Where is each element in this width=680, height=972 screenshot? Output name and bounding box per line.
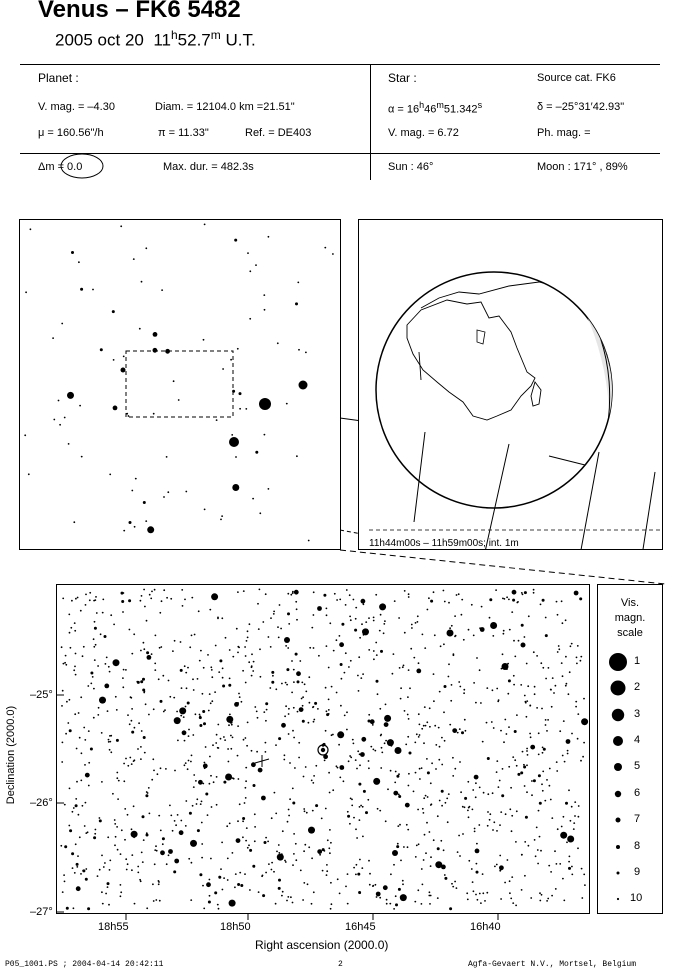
star-point xyxy=(203,339,205,341)
star-point xyxy=(153,348,158,353)
star-point xyxy=(222,368,224,370)
scale-label-5: 5 xyxy=(634,760,641,772)
star-point xyxy=(305,352,307,354)
wide-field-starmap xyxy=(20,220,340,549)
alpha-prefix: α = 16 xyxy=(388,103,420,116)
scale-label-6: 6 xyxy=(634,787,641,799)
delta-magnitude: Δm = 0.0 xyxy=(38,161,83,173)
zoom-rectangle xyxy=(126,351,233,417)
star-point xyxy=(216,419,218,421)
star-point xyxy=(120,225,122,227)
magnitude-scale-panel xyxy=(597,584,663,914)
star-point xyxy=(308,540,310,542)
scale-label-3: 3 xyxy=(634,708,641,720)
star-point xyxy=(234,239,237,242)
star-point xyxy=(185,491,187,493)
star-point xyxy=(235,456,237,458)
star-point xyxy=(268,236,270,238)
time-range-label: 11h44m00s – 11h59m00s; int. 1m xyxy=(369,538,519,549)
bright-star xyxy=(229,437,239,447)
star-point xyxy=(249,318,251,320)
event-time-hours: 11 xyxy=(153,30,171,50)
wide-field-panel xyxy=(19,219,341,550)
star-point xyxy=(100,348,103,351)
sun-elongation: Sun : 46° xyxy=(388,161,434,173)
star-point xyxy=(24,434,26,436)
star-point xyxy=(30,228,32,230)
star-point xyxy=(145,247,147,249)
alpha-m-unit: m xyxy=(436,100,444,110)
star-point xyxy=(221,515,223,517)
star-point xyxy=(126,413,128,415)
star-point xyxy=(73,521,75,523)
scale-label-7: 7 xyxy=(634,813,641,825)
star-point xyxy=(286,403,288,405)
star-point xyxy=(139,328,141,330)
star-point xyxy=(123,530,125,532)
event-date: 2005 oct 20 xyxy=(55,30,144,50)
star-point xyxy=(167,491,169,493)
star-point xyxy=(163,496,165,498)
planet-parallax: π = 11.33" xyxy=(158,127,209,139)
star-vmag: V. mag. = 6.72 xyxy=(388,127,459,139)
star-point xyxy=(245,408,247,410)
event-time-minutes: 52.7 xyxy=(177,30,211,50)
star-point xyxy=(165,349,170,354)
star-point xyxy=(255,264,257,266)
scale-title-line-2: magn. xyxy=(614,612,646,624)
scale-title-line-1: Vis. xyxy=(620,597,640,609)
star-heading: Star : xyxy=(388,71,417,85)
star-point xyxy=(259,512,261,514)
star-point xyxy=(277,342,279,344)
star-point xyxy=(232,484,239,491)
star-point xyxy=(173,380,175,382)
star-point xyxy=(204,224,206,226)
footer-page-number: 2 xyxy=(338,960,343,969)
star-point xyxy=(92,289,94,291)
scale-label-10: 10 xyxy=(630,892,643,904)
x-tick-label-4: 16h40 xyxy=(470,921,501,933)
star-point xyxy=(264,434,266,436)
star-point xyxy=(67,392,74,399)
star-point xyxy=(71,251,74,254)
star-point xyxy=(80,288,83,291)
star-point xyxy=(123,356,125,358)
bright-star xyxy=(121,368,126,373)
star-point xyxy=(61,323,63,325)
bright-star xyxy=(259,398,271,410)
star-point xyxy=(237,348,239,350)
star-point xyxy=(332,253,334,255)
star-point xyxy=(113,406,118,411)
star-point xyxy=(134,526,136,528)
page-title: Venus – FK6 5482 xyxy=(38,0,241,23)
scale-title-line-3: scale xyxy=(617,627,643,639)
star-point xyxy=(297,282,299,284)
star-point xyxy=(109,474,111,476)
globe-panel xyxy=(358,219,663,550)
planet-diameter: Diam. = 12104.0 km =21.51" xyxy=(155,101,295,113)
star-point xyxy=(296,455,298,457)
y-axis-label: Declination (2000.0) xyxy=(5,705,17,805)
star-point xyxy=(249,270,251,272)
axis-ticks xyxy=(40,580,600,925)
bright-star xyxy=(299,381,308,390)
y-tick-label-1: –25° xyxy=(30,689,53,701)
star-point xyxy=(128,415,130,417)
star-point xyxy=(129,521,132,524)
planet-heading: Planet : xyxy=(38,71,79,85)
star-point xyxy=(153,413,155,415)
hours-unit: h xyxy=(170,28,178,42)
y-tick-label-2: –26° xyxy=(30,797,53,809)
star-point xyxy=(68,443,70,445)
star-phmag: Ph. mag. = xyxy=(537,127,591,139)
footer-company: Agfa-Gevaert N.V., Mortsel, Belgium xyxy=(468,960,637,969)
star-point xyxy=(153,332,158,337)
x-tick-label-2: 18h50 xyxy=(220,921,251,933)
star-point xyxy=(25,291,27,293)
star-point xyxy=(58,400,60,402)
planet-mu: μ = 160.56"/h xyxy=(38,127,104,139)
star-point xyxy=(81,456,83,458)
star-point xyxy=(166,456,168,458)
star-point xyxy=(52,337,54,339)
alpha-seconds: 51.342 xyxy=(443,103,478,116)
star-source-catalog: Source cat. FK6 xyxy=(537,72,616,84)
star-point xyxy=(239,408,241,410)
star-point xyxy=(263,294,265,296)
planet-vmag: V. mag. = –4.30 xyxy=(38,101,115,113)
star-point xyxy=(135,478,137,480)
scale-label-8: 8 xyxy=(634,840,641,852)
max-duration: Max. dur. = 482.3s xyxy=(163,161,254,173)
star-point xyxy=(113,359,115,361)
scale-label-1: 1 xyxy=(634,655,641,667)
star-point xyxy=(78,261,80,263)
star-point xyxy=(255,451,258,454)
star-point xyxy=(147,526,154,533)
star-point xyxy=(264,309,266,311)
star-point xyxy=(298,349,300,351)
star-point xyxy=(79,405,81,407)
star-point xyxy=(143,501,146,504)
scale-label-4: 4 xyxy=(634,734,641,746)
track-edge-2 xyxy=(574,468,607,508)
star-point xyxy=(53,419,55,421)
star-point xyxy=(141,281,143,283)
star-point xyxy=(178,399,180,401)
track-line-4 xyxy=(637,472,655,549)
alpha-minutes: 46 xyxy=(424,103,437,116)
planet-reference: Ref. = DE403 xyxy=(245,127,312,139)
star-delta: δ = –25°31′42.93" xyxy=(537,101,625,113)
star-point xyxy=(59,424,61,426)
star-point xyxy=(204,509,206,511)
magnitude-scale-dots xyxy=(598,645,662,915)
star-point xyxy=(252,498,254,500)
alpha-s-unit: s xyxy=(477,100,483,110)
wide-field-stars xyxy=(24,224,334,542)
y-tick-label-3: –27° xyxy=(30,906,53,918)
time-zone: U.T. xyxy=(225,30,256,50)
moon-elongation: Moon : 171° , 89% xyxy=(537,161,628,173)
star-point xyxy=(247,252,249,254)
star-point xyxy=(268,488,270,490)
earth-globe xyxy=(359,220,662,549)
star-point xyxy=(131,490,133,492)
x-axis-label: Right ascension (2000.0) xyxy=(255,938,389,952)
scale-label-2: 2 xyxy=(634,681,641,693)
x-tick-label-1: 18h55 xyxy=(98,921,129,933)
x-tick-label-3: 16h45 xyxy=(345,921,376,933)
star-point xyxy=(161,289,163,291)
minutes-unit: m xyxy=(210,28,221,42)
footer-file-info: P05_1001.PS ; 2004-04-14 20:42:11 xyxy=(5,960,164,969)
scale-label-9: 9 xyxy=(634,866,641,878)
star-point xyxy=(232,390,235,393)
alpha-h-unit: h xyxy=(419,100,425,110)
star-point xyxy=(145,520,147,522)
star-point xyxy=(231,434,233,436)
star-point xyxy=(324,247,326,249)
star-point xyxy=(28,473,30,475)
star-point xyxy=(64,417,66,419)
star-point xyxy=(112,310,115,313)
star-point xyxy=(230,359,232,361)
star-point xyxy=(239,392,242,395)
star-point xyxy=(220,519,222,521)
star-point xyxy=(133,258,135,260)
star-point xyxy=(295,302,298,305)
